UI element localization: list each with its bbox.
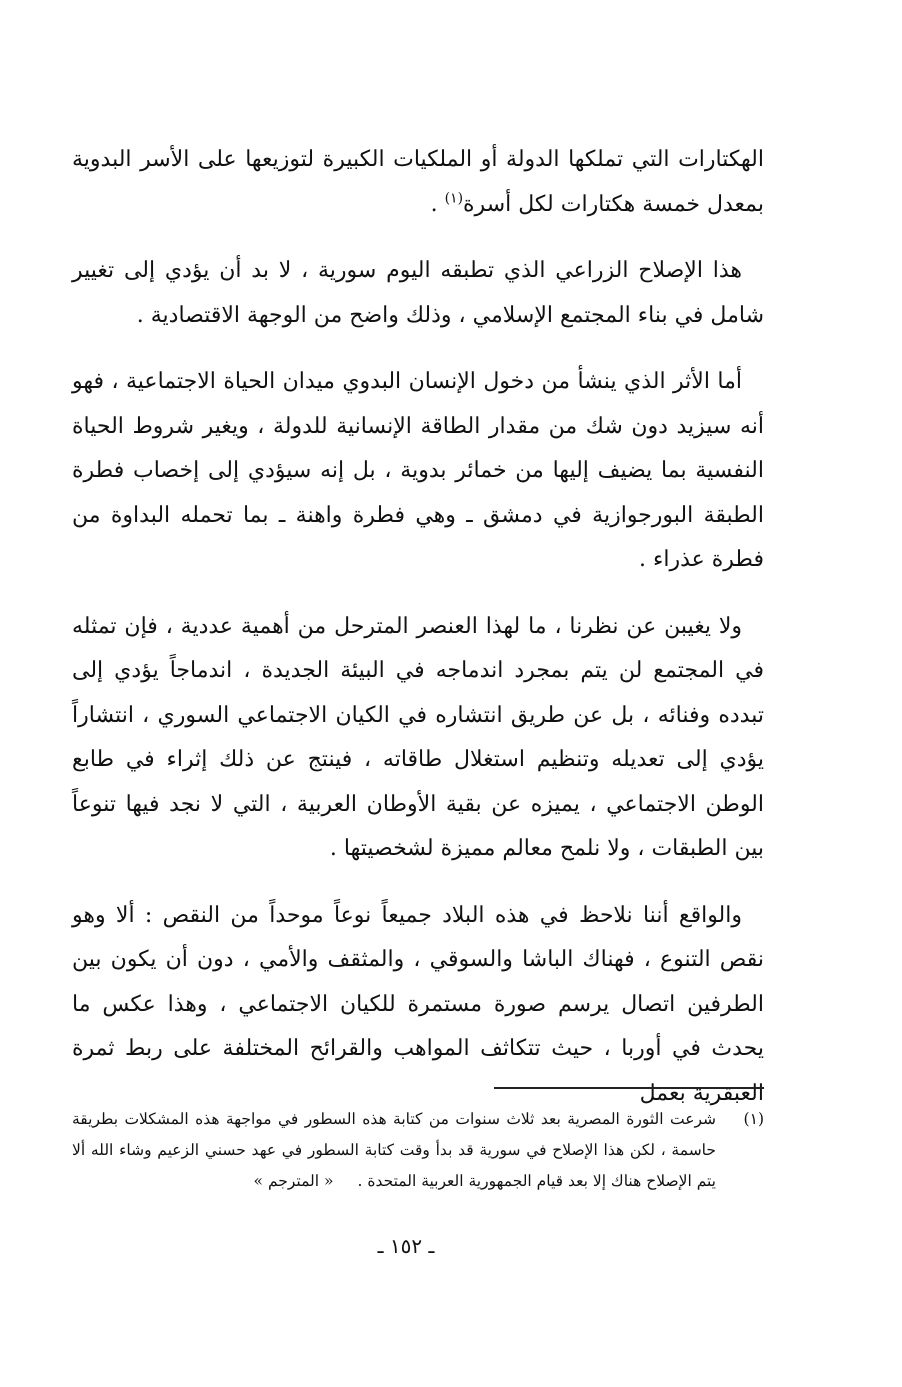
- paragraph-4: [72, 605, 764, 872]
- footnote-body: [72, 1104, 716, 1197]
- paragraph-1-tail: .: [430, 191, 445, 217]
- paragraph-5-text: والواقع أننا نلاحظ في هذه البلاد جميعاً نوعاً موحداً من النقص : ألا وهو نقص التنوع ، فهناك الباشا والسوقي ، والمثقف والأمي ، دون أن يكون بين الطرفين اتصال يرسم صورة مستمرة للكيان الاجتماعي ، وهذا عكس ما يحدث في أوربا ، حيث تتكاثف المواهب والقرائح المختلفة على ربط ثمرة العبقرية بعمل: [72, 902, 764, 1106]
- paragraph-5: [72, 894, 764, 1117]
- paragraph-1-text: الهكتارات التي تملكها الدولة أو الملكيات الكبيرة لتوزيعها على الأسر البدوية بمعدل خمسة هكتارات لكل أسرة: [72, 147, 764, 217]
- footnote-divider: [494, 1087, 764, 1089]
- paragraph-2: [72, 249, 764, 338]
- footnote-text: شرعت الثورة المصرية بعد ثلاث سنوات من كتابة هذه السطور في مواجهة هذه المشكلات بطريقة حاسمة ، لكن هذا الإصلاح في سورية قد بدأ وقت كتابة السطور في عهد حسني الزعيم وشاء الله ألا يتم الإصلاح هناك إلا بعد قيام الجمهورية العربية المتحدة .: [72, 1110, 716, 1190]
- footnote-number: (١): [743, 1110, 764, 1128]
- footnote: [72, 1104, 764, 1197]
- paragraph-3-text: أما الأثر الذي ينشأ من دخول الإنسان البدوي ميدان الحياة الاجتماعية ، فهو أنه سيزيد دون شك من مقدار الطاقة الإنسانية للدولة ، ويغير شروط الحياة النفسية بما يضيف إليها من خمائر بدوية ، بل إنه سيؤدي إلى إخصاب فطرة الطبقة البورجوازية في دمشق ـ وهي فطرة واهنة ـ بما تحمله البداوة من فطرة عذراء .: [72, 369, 764, 572]
- page-number: ـ ١٥٢ ـ: [377, 1234, 435, 1258]
- paragraph-1: [72, 138, 764, 227]
- translator-note: « المترجم »: [253, 1172, 334, 1190]
- paragraph-3: [72, 360, 764, 583]
- footnote-reference: (١): [444, 190, 464, 207]
- paragraph-2-text: هذا الإصلاح الزراعي الذي تطبقه اليوم سورية ، لا بد أن يؤدي إلى تغيير شامل في بناء المجتمع الإسلامي ، وذلك واضح من الوجهة الاقتصادية .: [72, 258, 764, 328]
- paragraph-4-text: ولا يغيبن عن نظرنا ، ما لهذا العنصر المترحل من أهمية عددية ، فإن تمثله في المجتمع لن يتم بمجرد اندماجه في البيئة الجديدة ، اندماجاً يؤدي إلى تبدده وفنائه ، بل عن طريق انتشاره في الكيان الاجتماعي السوري ، انتشاراً يؤدي إلى تعديله وتنظيم استغلال طاقاته ، فينتج عن ذلك إثراء في طابع الوطن الاجتماعي ، يميزه عن بقية الأوطان العربية ، التي لا نجد فيها تنوعاً بين الطبقات ، ولا نلمح معالم مميزة لشخصيتها .: [72, 613, 764, 861]
- body-text: [72, 138, 764, 1138]
